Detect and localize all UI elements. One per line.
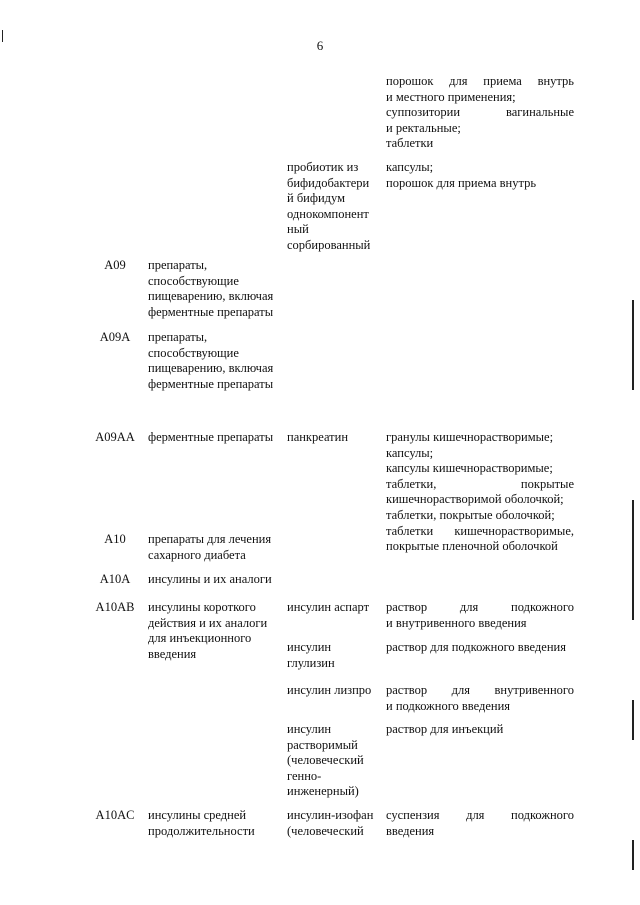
- dosage-form-line: капсулы кишечнорастворимые;: [386, 461, 553, 476]
- dosage-forms: [386, 808, 574, 839]
- group-name: препараты, способствующие пищеварению, включая ферментные препараты: [148, 258, 274, 319]
- dosage-form-line: и ректальные;: [386, 120, 461, 135]
- group-name: препараты, способствующие пищеварению, включая ферментные препараты: [148, 330, 274, 391]
- group-name: инсулины и их аналоги: [148, 572, 272, 586]
- scan-edge-mark: [632, 500, 634, 620]
- atc-code: A10: [104, 532, 126, 546]
- dosage-form-line: гранулы кишечнорастворимые;: [386, 430, 554, 444]
- scan-edge-mark: [632, 700, 634, 740]
- dosage-form-line: таблетки, покрытые: [386, 476, 574, 491]
- dosage-form-line: введения: [386, 823, 435, 838]
- atc-code: A10AB: [95, 600, 135, 614]
- drug-name: инсулин-изофан (человеческий: [287, 808, 374, 838]
- drug-name: инсулин растворимый (человеческий генно- инженерный): [287, 722, 364, 799]
- dosage-form-line: и местного применения;: [386, 89, 516, 104]
- drug-name: панкреатин: [287, 430, 349, 444]
- scan-edge-mark: [632, 300, 634, 390]
- drug-name: пробиотик из бифидобактери й бифидум однокомпонент ный сорбированный: [287, 160, 371, 252]
- dosage-forms: [386, 600, 574, 631]
- dosage-form-line: таблетки кишечнорастворимые,: [386, 523, 574, 538]
- dosage-form-line: капсулы;: [386, 160, 434, 174]
- atc-code: A09A: [99, 330, 131, 344]
- dosage-form-line: суппозитории вагинальные: [386, 105, 574, 120]
- page-number: 6: [316, 38, 324, 53]
- dosage-forms: [386, 74, 574, 152]
- dosage-form-line: таблетки: [386, 136, 434, 151]
- scan-edge-mark: [2, 30, 3, 42]
- dosage-form-line: и внутривенного введения: [386, 615, 527, 630]
- dosage-form-line: капсулы;: [386, 445, 434, 460]
- atc-code: A10A: [99, 572, 131, 586]
- scan-edge-mark: [632, 840, 634, 870]
- dosage-form-line: покрытые пленочной оболочкой: [386, 539, 558, 554]
- atc-code: A09: [104, 258, 126, 272]
- dosage-form-line: раствор для инъекций: [386, 722, 504, 736]
- dosage-form-line: раствор для подкожного введения: [386, 640, 566, 654]
- atc-code: A09AA: [95, 430, 135, 444]
- group-name: препараты для лечения сахарного диабета: [148, 532, 272, 562]
- dosage-forms: [386, 683, 574, 714]
- drug-name: инсулин лизпро: [287, 683, 372, 697]
- dosage-form-line: раствор для внутривенного: [386, 683, 574, 697]
- dosage-form-line: кишечнорастворимой оболочкой;: [386, 492, 564, 507]
- drug-name: инсулин аспарт: [287, 600, 370, 614]
- dosage-form-line: таблетки, покрытые оболочкой;: [386, 507, 555, 522]
- dosage-forms: [386, 430, 574, 555]
- dosage-form-line: порошок для приема внутрь: [386, 74, 574, 88]
- dosage-forms: [386, 722, 574, 738]
- group-name: ферментные препараты: [148, 430, 274, 444]
- dosage-form-line: порошок для приема внутрь: [386, 175, 537, 190]
- dosage-form-line: и подкожного введения: [386, 698, 511, 713]
- dosage-forms: [386, 640, 574, 656]
- dosage-form-line: суспензия для подкожного: [386, 808, 574, 822]
- dosage-form-line: раствор для подкожного: [386, 600, 574, 614]
- group-name: инсулины средней продолжительности: [148, 808, 255, 838]
- dosage-forms: [386, 160, 574, 191]
- drug-name: инсулин глулизин: [287, 640, 335, 670]
- group-name: инсулины короткого действия и их аналоги для инъекционного введения: [148, 600, 268, 661]
- atc-code: A10AC: [95, 808, 135, 822]
